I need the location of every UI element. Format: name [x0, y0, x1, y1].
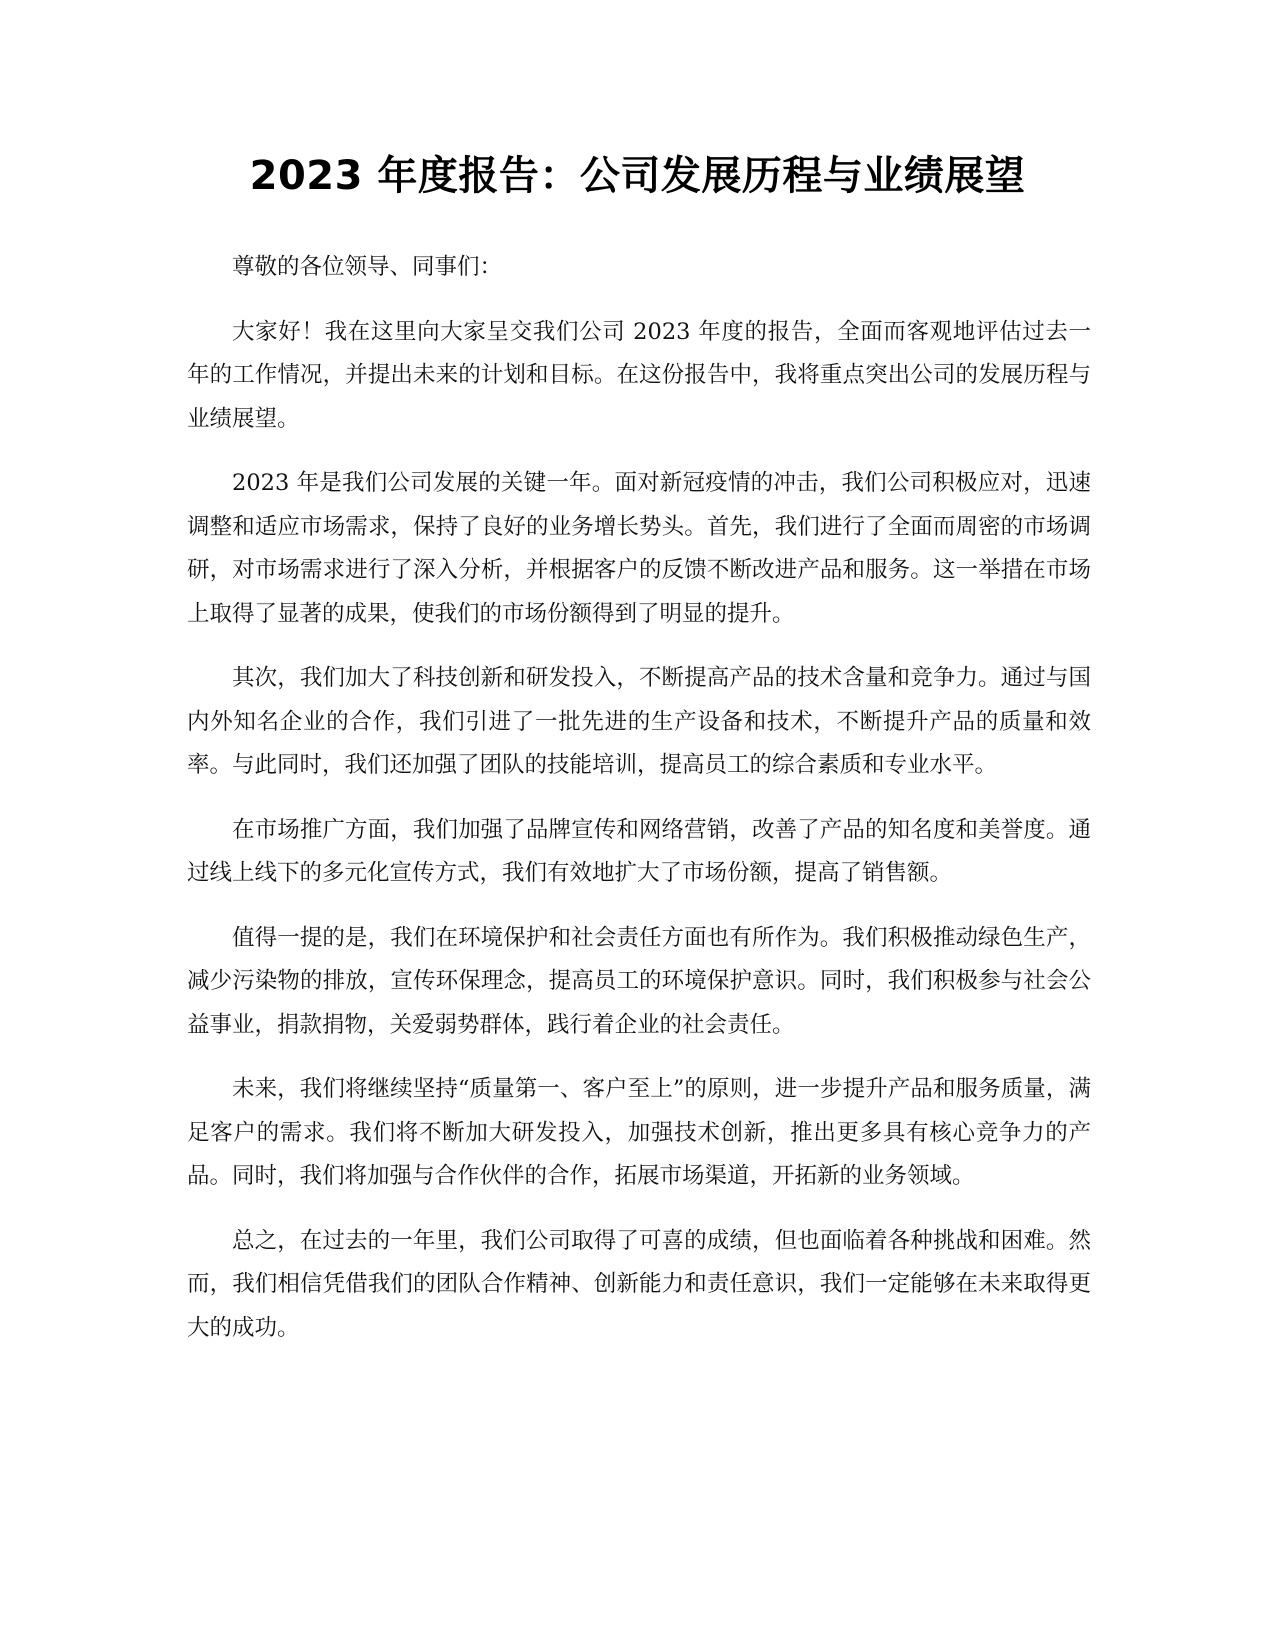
body-paragraph: 值得一提的是，我们在环境保护和社会责任方面也有所作为。我们积极推动绿色生产，减少污染物的排放，宣传环保理念，提高员工的环境保护意识。同时，我们积极参与社会公益事业，捐款捐物，关爱弱势群体，践行着企业的社会责任。 — [187, 924, 1091, 1038]
body-paragraph: 在市场推广方面，我们加强了品牌宣传和网络营销，改善了产品的知名度和美誉度。通过线上线下的多元化宣传方式，我们有效地扩大了市场份额，提高了销售额。 — [187, 816, 1091, 886]
document-body — [187, 246, 1091, 1371]
intro-paragraph: 大家好！我在这里向大家呈交我们公司 2023 年度的报告，全面而客观地评估过去一年的工作情况，并提出未来的计划和目标。在这份报告中，我将重点突出公司的发展历程与业绩展望。 — [187, 318, 1091, 432]
document-title: 2023 年度报告：公司发展历程与业绩展望 — [249, 153, 1026, 199]
body-paragraph: 2023 年是我们公司发展的关键一年。面对新冠疫情的冲击，我们公司积极应对，迅速调整和适应市场需求，保持了良好的业务增长势头。首先，我们进行了全面而周密的市场调研，对市场需求进行了深入分析，并根据客户的反馈不断改进产品和服务。这一举措在市场上取得了显著的成果，使我们的市场份额得到了明显的提升。 — [187, 470, 1091, 627]
body-paragraph: 其次，我们加大了科技创新和研发投入，不断提高产品的技术含量和竞争力。通过与国内外知名企业的合作，我们引进了一批先进的生产设备和技术，不断提升产品的质量和效率。与此同时，我们还加强了团队的技能培训，提高员工的综合素质和专业水平。 — [187, 665, 1091, 778]
salutation-paragraph: 尊敬的各位领导、同事们： — [232, 254, 503, 280]
body-paragraph: 未来，我们将继续坚持“质量第一、客户至上”的原则，进一步提升产品和服务质量，满足客户的需求。我们将不断加大研发投入，加强技术创新，推出更多具有核心竞争力的产品。同时，我们将加强与合作伙伴的合作，拓展市场渠道，开拓新的业务领域。 — [187, 1076, 1091, 1189]
closing-paragraph: 总之，在过去的一年里，我们公司取得了可喜的成绩，但也面临着各种挑战和困难。然而，我们相信凭借我们的团队合作精神、创新能力和责任意识，我们一定能够在未来取得更大的成功。 — [187, 1227, 1091, 1341]
